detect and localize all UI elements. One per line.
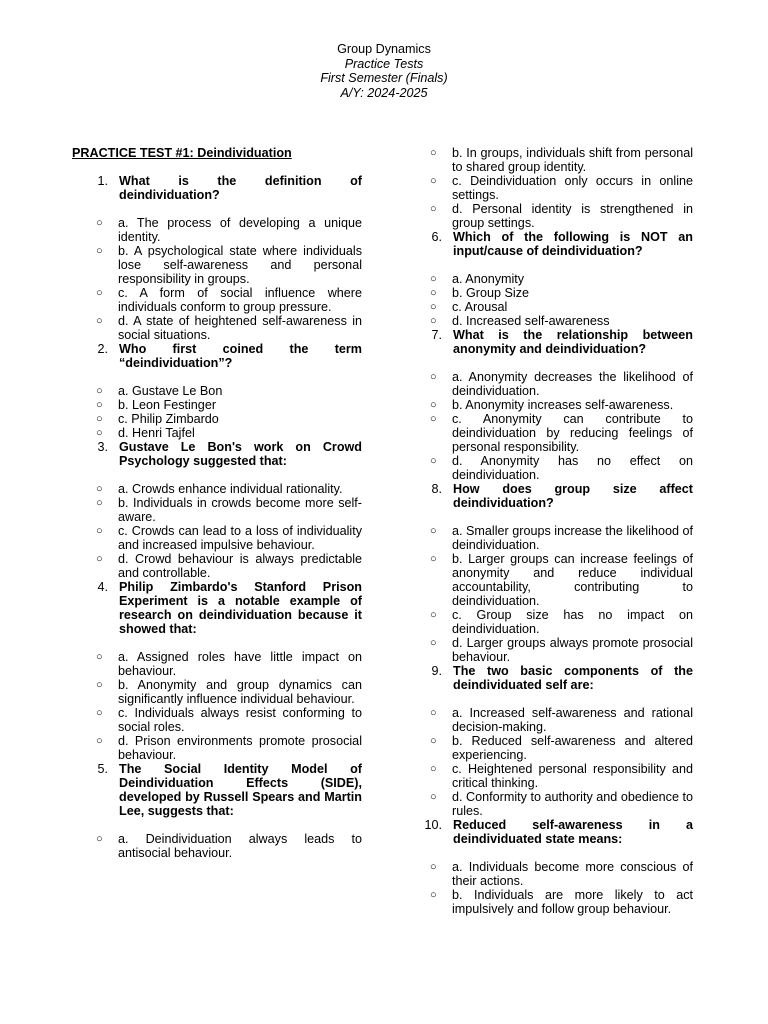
option-text: d. Larger groups always promote prosocial behaviour.	[452, 636, 693, 664]
left-question-list	[72, 174, 362, 860]
option-text: c. Group size has no impact on deindividuation.	[452, 608, 693, 636]
option-item	[406, 314, 693, 328]
question-item	[406, 328, 693, 356]
option-text: d. Henri Tajfel	[118, 426, 195, 440]
bullet-icon: ○	[96, 483, 103, 495]
question-text: What is the definition of deindividuation?	[119, 174, 362, 202]
option-text: c. Arousal	[452, 300, 508, 314]
question-item	[72, 342, 362, 370]
option-list	[72, 384, 362, 440]
option-list	[72, 832, 362, 860]
bullet-icon: ○	[96, 833, 103, 845]
question-number: 2.	[97, 342, 108, 356]
option-item	[72, 552, 362, 580]
option-item	[406, 398, 693, 412]
option-item	[72, 482, 362, 496]
bullet-icon: ○	[430, 273, 437, 285]
option-item	[406, 860, 693, 888]
bullet-icon: ○	[96, 735, 103, 747]
question-text: The Social Identity Model of Deindividuation Effects (SIDE), developed by Russell Spears and Martin Lee, suggests that:	[119, 762, 362, 818]
option-text: a. Assigned roles have little impact on behaviour.	[118, 650, 362, 678]
option-text: a. Deindividuation always leads to antisocial behaviour.	[118, 832, 362, 860]
bullet-icon: ○	[430, 791, 437, 803]
bullet-icon: ○	[430, 735, 437, 747]
option-item	[72, 314, 362, 342]
option-item	[406, 734, 693, 762]
left-column	[72, 146, 362, 860]
option-text: c. Individuals always resist conforming to social roles.	[118, 706, 362, 734]
option-list	[406, 272, 693, 328]
question-text: How does group size affect deindividuation?	[453, 482, 693, 510]
option-item	[406, 636, 693, 664]
bullet-icon: ○	[96, 287, 103, 299]
option-text: c. Anonymity can contribute to deindividuation by reducing feelings of personal responsibility.	[452, 412, 693, 454]
option-text: b. In groups, individuals shift from personal to shared group identity.	[452, 146, 693, 174]
bullet-icon: ○	[96, 679, 103, 691]
question-number: 10.	[424, 818, 442, 832]
academic-year: A/Y: 2024-2025	[340, 85, 428, 100]
option-list	[72, 650, 362, 762]
question-number: 9.	[431, 664, 442, 678]
question-item	[72, 580, 362, 636]
option-text: b. Individuals in crowds become more self-aware.	[118, 496, 362, 524]
semester-label: First Semester (Finals)	[320, 71, 448, 85]
right-question-list	[406, 230, 693, 916]
option-item	[406, 174, 693, 202]
option-text: a. Anonymity	[452, 272, 525, 286]
bullet-icon: ○	[96, 497, 103, 509]
bullet-icon: ○	[430, 147, 437, 159]
option-text: d. Anonymity has no effect on deindividuation.	[452, 454, 693, 482]
option-text: b. Leon Festinger	[118, 398, 217, 412]
option-list	[406, 524, 693, 664]
option-text: a. Crowds enhance individual rationality.	[118, 482, 343, 496]
question-text: The two basic components of the deindividuated self are:	[453, 664, 693, 692]
option-item	[72, 384, 362, 398]
option-text: a. Gustave Le Bon	[118, 384, 223, 398]
option-item	[72, 678, 362, 706]
document-header	[0, 42, 768, 100]
question-item	[406, 664, 693, 692]
bullet-icon: ○	[430, 175, 437, 187]
option-item	[72, 832, 362, 860]
option-item	[72, 734, 362, 762]
option-item	[406, 762, 693, 790]
option-item	[406, 790, 693, 818]
question-number: 7.	[431, 328, 442, 342]
question-number: 3.	[97, 440, 108, 454]
option-text: d. A state of heightened self-awareness in social situations.	[118, 314, 362, 342]
option-text: c. Heightened personal responsibility and critical thinking.	[452, 762, 693, 790]
question-text: Which of the following is NOT an input/cause of deindividuation?	[453, 230, 693, 258]
bullet-icon: ○	[96, 245, 103, 257]
option-text: b. Reduced self-awareness and altered experiencing.	[452, 734, 693, 762]
bullet-icon: ○	[430, 707, 437, 719]
option-list	[72, 482, 362, 580]
question-text: Who first coined the term “deindividuation”?	[119, 342, 362, 370]
option-item	[72, 244, 362, 286]
option-text: b. Larger groups can increase feelings of anonymity and reduce individual accountability, contributing to deindividuation.	[452, 552, 693, 608]
option-text: c. Crowds can lead to a loss of individuality and increased impulsive behaviour.	[118, 524, 362, 552]
option-text: d. Conformity to authority and obedience to rules.	[452, 790, 693, 818]
option-item	[406, 524, 693, 552]
continued-options	[406, 146, 693, 230]
bullet-icon: ○	[430, 455, 437, 467]
bullet-icon: ○	[96, 315, 103, 327]
option-text: b. Anonymity increases self-awareness.	[452, 398, 674, 412]
option-item	[406, 552, 693, 608]
bullet-icon: ○	[430, 861, 437, 873]
bullet-icon: ○	[430, 413, 437, 425]
test-title: PRACTICE TEST #1: Deindividuation	[72, 146, 292, 160]
bullet-icon: ○	[430, 525, 437, 537]
option-list	[406, 370, 693, 482]
option-text: b. A psychological state where individuals lose self-awareness and personal responsibility in groups.	[118, 244, 362, 286]
question-item	[72, 174, 362, 202]
option-item	[406, 272, 693, 286]
option-item	[406, 370, 693, 398]
bullet-icon: ○	[430, 553, 437, 565]
option-text: b. Individuals are more likely to act impulsively and follow group behaviour.	[452, 888, 693, 916]
question-number: 1.	[97, 174, 108, 188]
option-text: c. A form of social influence where individuals conform to group pressure.	[118, 286, 362, 314]
option-item	[406, 888, 693, 916]
bullet-icon: ○	[430, 287, 437, 299]
question-item	[406, 230, 693, 258]
option-item	[72, 706, 362, 734]
question-text: Gustave Le Bon's work on Crowd Psychology suggested that:	[119, 440, 362, 468]
option-text: b. Group Size	[452, 286, 530, 300]
option-text: c. Deindividuation only occurs in online settings.	[452, 174, 693, 202]
option-item	[72, 650, 362, 678]
option-item	[406, 608, 693, 636]
bullet-icon: ○	[96, 217, 103, 229]
option-item	[72, 216, 362, 244]
bullet-icon: ○	[96, 427, 103, 439]
bullet-icon: ○	[430, 399, 437, 411]
right-column	[406, 146, 693, 916]
option-text: b. Anonymity and group dynamics can significantly influence individual behaviour.	[118, 678, 362, 706]
option-item	[72, 524, 362, 552]
question-item	[406, 482, 693, 510]
option-item	[72, 496, 362, 524]
bullet-icon: ○	[430, 763, 437, 775]
question-item	[406, 818, 693, 846]
question-item	[72, 440, 362, 468]
option-list	[72, 216, 362, 342]
option-item	[406, 454, 693, 482]
option-text: a. Individuals become more conscious of their actions.	[452, 860, 693, 888]
bullet-icon: ○	[96, 651, 103, 663]
option-item	[72, 426, 362, 440]
bullet-icon: ○	[430, 637, 437, 649]
bullet-icon: ○	[430, 315, 437, 327]
bullet-icon: ○	[96, 413, 103, 425]
option-text: d. Personal identity is strengthened in group settings.	[452, 202, 693, 230]
bullet-icon: ○	[430, 889, 437, 901]
option-list	[406, 860, 693, 916]
question-text: What is the relationship between anonymity and deindividuation?	[453, 328, 693, 356]
option-text: a. Increased self-awareness and rational decision-making.	[452, 706, 693, 734]
option-item	[406, 412, 693, 454]
option-text: a. The process of developing a unique identity.	[118, 216, 362, 244]
option-list	[406, 706, 693, 818]
option-item	[406, 202, 693, 230]
question-text: Philip Zimbardo's Stanford Prison Experiment is a notable example of research on deindividuation because it showed that:	[119, 580, 362, 636]
bullet-icon: ○	[430, 203, 437, 215]
question-number: 8.	[431, 482, 442, 496]
question-text: Reduced self-awareness in a deindividuated state means:	[453, 818, 693, 846]
bullet-icon: ○	[96, 399, 103, 411]
question-number: 4.	[97, 580, 108, 594]
option-text: d. Crowd behaviour is always predictable and controllable.	[118, 552, 362, 580]
option-item	[406, 286, 693, 300]
option-item	[406, 146, 693, 174]
option-text: c. Philip Zimbardo	[118, 412, 219, 426]
bullet-icon: ○	[430, 301, 437, 313]
option-item	[72, 286, 362, 314]
option-text: a. Smaller groups increase the likelihood of deindividuation.	[452, 524, 693, 552]
question-item	[72, 762, 362, 818]
option-item	[72, 412, 362, 426]
course-title: Group Dynamics	[337, 42, 431, 56]
doc-subtitle: Practice Tests	[344, 56, 424, 71]
bullet-icon: ○	[96, 707, 103, 719]
option-text: d. Prison environments promote prosocial behaviour.	[118, 734, 362, 762]
bullet-icon: ○	[430, 609, 437, 621]
option-item	[406, 300, 693, 314]
option-item	[72, 398, 362, 412]
option-item	[406, 706, 693, 734]
bullet-icon: ○	[430, 371, 437, 383]
bullet-icon: ○	[96, 385, 103, 397]
bullet-icon: ○	[96, 525, 103, 537]
option-text: d. Increased self-awareness	[452, 314, 610, 328]
question-number: 5.	[97, 762, 108, 776]
option-text: a. Anonymity decreases the likelihood of deindividuation.	[452, 370, 693, 398]
bullet-icon: ○	[96, 553, 103, 565]
question-number: 6.	[431, 230, 442, 244]
